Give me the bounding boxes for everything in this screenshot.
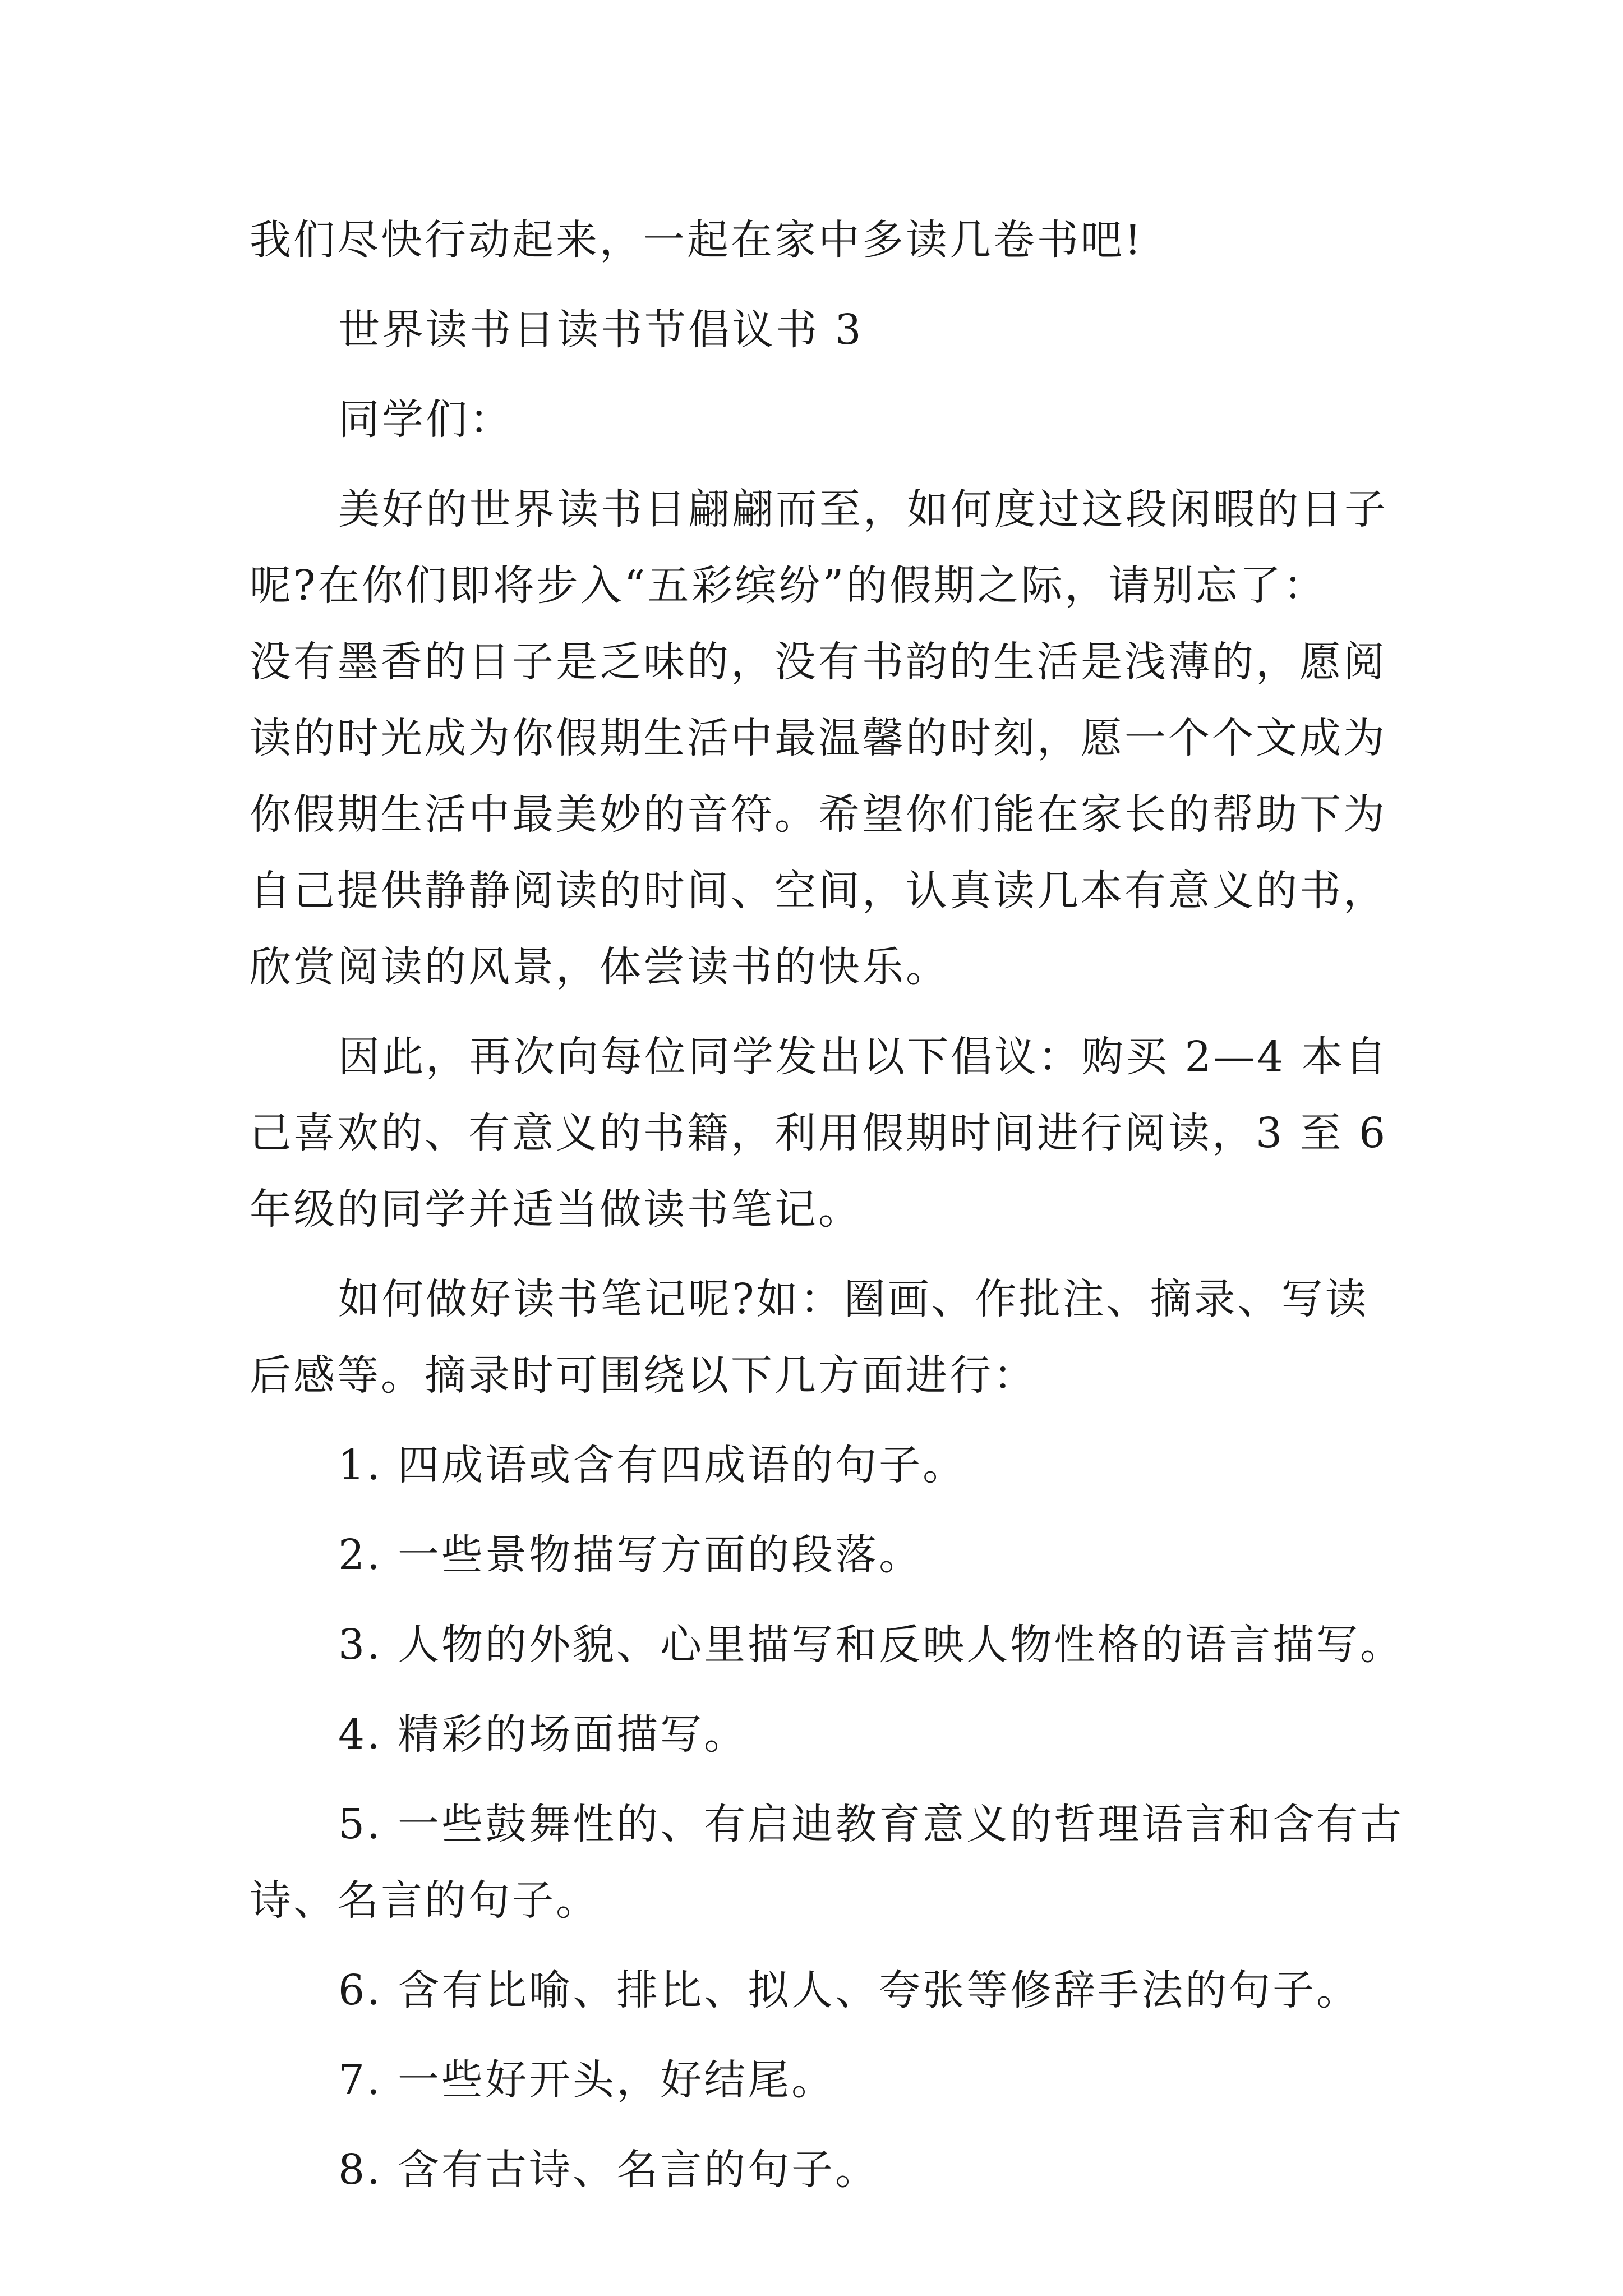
list-item: 7. 一些好开头，好结尾。: [338, 2056, 836, 2104]
list-item: 8. 含有古诗、名言的句子。: [338, 2146, 879, 2194]
text-line: 美好的世界读书日翩翩而至，如何度过这段闲暇的日子: [338, 485, 1388, 533]
text-line: 年级的同学并适当做读书笔记。: [250, 1185, 862, 1234]
list-item: 5. 一些鼓舞性的、有启迪教育意义的哲理语言和含有古: [338, 1800, 1404, 1848]
text-line: 如何做好读书笔记呢?如：圈画、作批注、摘录、写读: [338, 1275, 1369, 1323]
text-line: 己喜欢的、有意义的书籍，利用假期时间进行阅读，3 至 6: [250, 1109, 1388, 1157]
list-item: 6. 含有比喻、排比、拟人、夸张等修辞手法的句子。: [338, 1966, 1361, 2014]
section-heading: 世界读书日读书节倡议书 3: [338, 306, 864, 354]
text-line: 读的时光成为你假期生活中最温馨的时刻，愿一个个文成为: [250, 714, 1387, 762]
text-line: 没有墨香的日子是乏味的，没有书韵的生活是浅薄的，愿阅: [250, 638, 1387, 686]
list-item: 3. 人物的外貌、心里描写和反映人物性格的语言描写。: [338, 1621, 1404, 1669]
list-item: 2. 一些景物描写方面的段落。: [338, 1531, 923, 1579]
text-line: 后感等。摘录时可围绕以下几方面进行：: [250, 1351, 1037, 1400]
text-line: 自己提供静静阅读的时间、空间，认真读几本有意义的书，: [250, 867, 1387, 915]
body-text: [250, 202, 1405, 2208]
text-line: 呢?在你们即将步入“五彩缤纷”的假期之际，请别忘了：: [250, 562, 1327, 610]
text-line: 欣赏阅读的风景，体尝读书的快乐。: [250, 943, 949, 991]
list-item-continuation: 诗、名言的句子。: [250, 1876, 600, 1925]
text-line: 你假期生活中最美妙的音符。希望你们能在家长的帮助下为: [250, 790, 1387, 839]
list-item: 4. 精彩的场面描写。: [338, 1710, 748, 1759]
salutation: 同学们：: [338, 395, 513, 444]
text-line: 我们尽快行动起来，一起在家中多读几卷书吧!: [250, 216, 1144, 264]
list-item: 1. 四成语或含有四成语的句子。: [338, 1441, 967, 1489]
text-line: 因此，再次向每位同学发出以下倡议：购买 2—4 本自: [338, 1033, 1389, 1081]
